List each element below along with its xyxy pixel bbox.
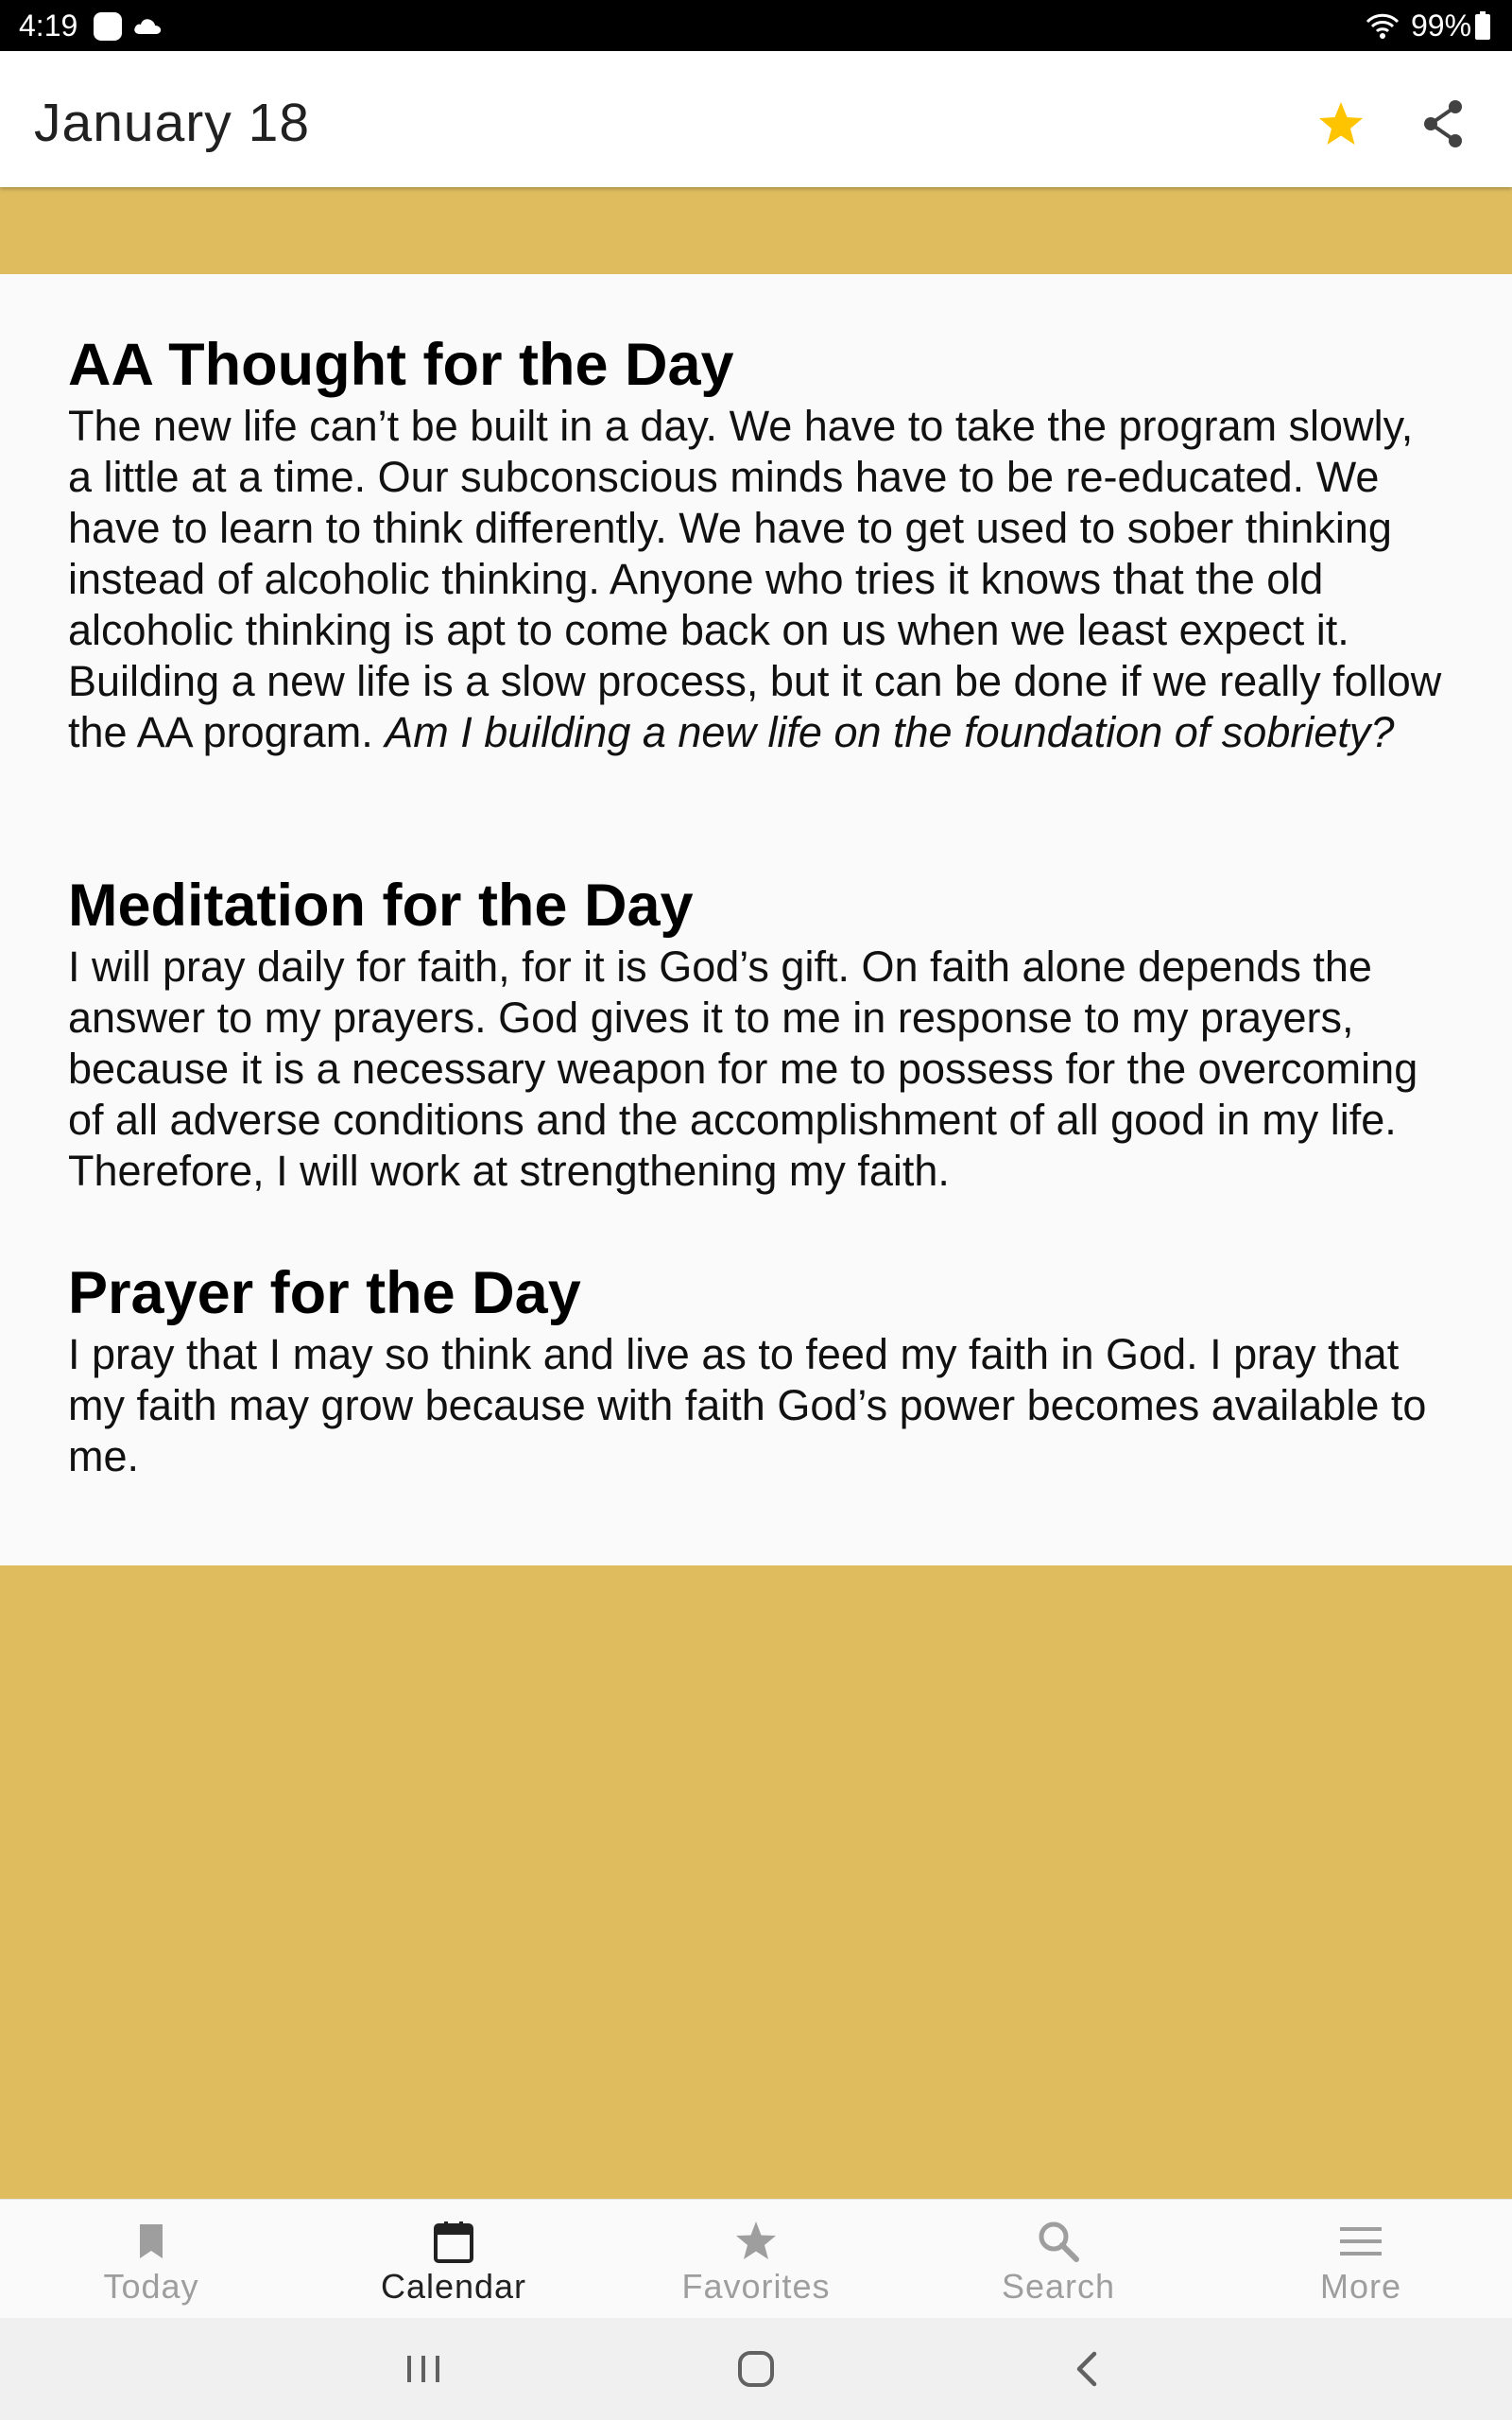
thought-body: The new life can’t be built in a day. We have to take the program slowly, a little at a time. Our subconscious minds have to be re-educated. We have to learn to think differently. We have to get used to sober thinking instead of alcoholic thinking. Anyone who tries it knows that the old alcoholic thinking is apt to come back on us when we least expect it. Building a new life is a slow process, but it can be done if we really follow the AA program.: [68, 402, 1442, 756]
section-heading: Prayer for the Day: [68, 1260, 581, 1326]
back-icon[interactable]: [1060, 2342, 1113, 2395]
wifi-icon: [1366, 12, 1400, 41]
section-heading: Meditation for the Day: [68, 873, 694, 939]
status-bar: [0, 0, 1512, 51]
share-icon[interactable]: [1412, 93, 1474, 155]
battery-icon: [1475, 11, 1490, 40]
section-body: I pray that I may so think and live as to feed my faith in God. I pray that my faith may grow because with faith God’s power becomes available to me.: [68, 1330, 1427, 1480]
nav-label: Today: [103, 2267, 199, 2306]
thought-question: Am I building a new life on the foundation of sobriety?: [385, 708, 1395, 756]
section-body: [68, 401, 1448, 758]
cloud-icon: [132, 13, 163, 38]
star-icon: [733, 2219, 779, 2264]
nav-favorites[interactable]: [605, 2200, 907, 2319]
nav-today[interactable]: [0, 2200, 302, 2319]
reading-card: [0, 274, 1512, 1565]
notification-icon: [94, 12, 122, 41]
nav-label: More: [1319, 2267, 1402, 2306]
recents-icon[interactable]: [397, 2342, 450, 2395]
calendar-icon: [431, 2219, 476, 2264]
battery-percent: 99%: [1411, 9, 1472, 43]
nav-label: Calendar: [380, 2267, 527, 2306]
bookmark-icon: [129, 2219, 174, 2264]
thought-section: [68, 329, 1448, 758]
bottom-navigation: [0, 2199, 1512, 2319]
page-title: January 18: [34, 93, 311, 153]
menu-icon: [1338, 2219, 1383, 2264]
app-bar: [0, 51, 1512, 187]
section-heading: AA Thought for the Day: [68, 332, 734, 398]
prayer-section: [68, 1257, 1448, 1482]
home-icon[interactable]: [730, 2342, 782, 2395]
status-time: 4:19: [19, 9, 78, 43]
system-navigation-bar: [0, 2318, 1512, 2420]
section-body: I will pray daily for faith, for it is God’s gift. On faith alone depends the answer to my prayers. God gives it to me in response to my prayers, because it is a necessary weapon for me to possess for the overcoming of all adverse conditions and the accomplishment of all good in my life. Therefore, I will work at strengthening my faith.: [68, 942, 1418, 1195]
nav-label: Favorites: [681, 2267, 831, 2306]
search-icon: [1036, 2219, 1081, 2264]
nav-more[interactable]: [1210, 2200, 1512, 2319]
favorite-star-icon[interactable]: [1310, 93, 1372, 155]
meditation-section: [68, 870, 1448, 1197]
nav-search[interactable]: [907, 2200, 1210, 2319]
nav-label: Search: [1001, 2267, 1116, 2306]
nav-calendar[interactable]: [302, 2200, 605, 2319]
